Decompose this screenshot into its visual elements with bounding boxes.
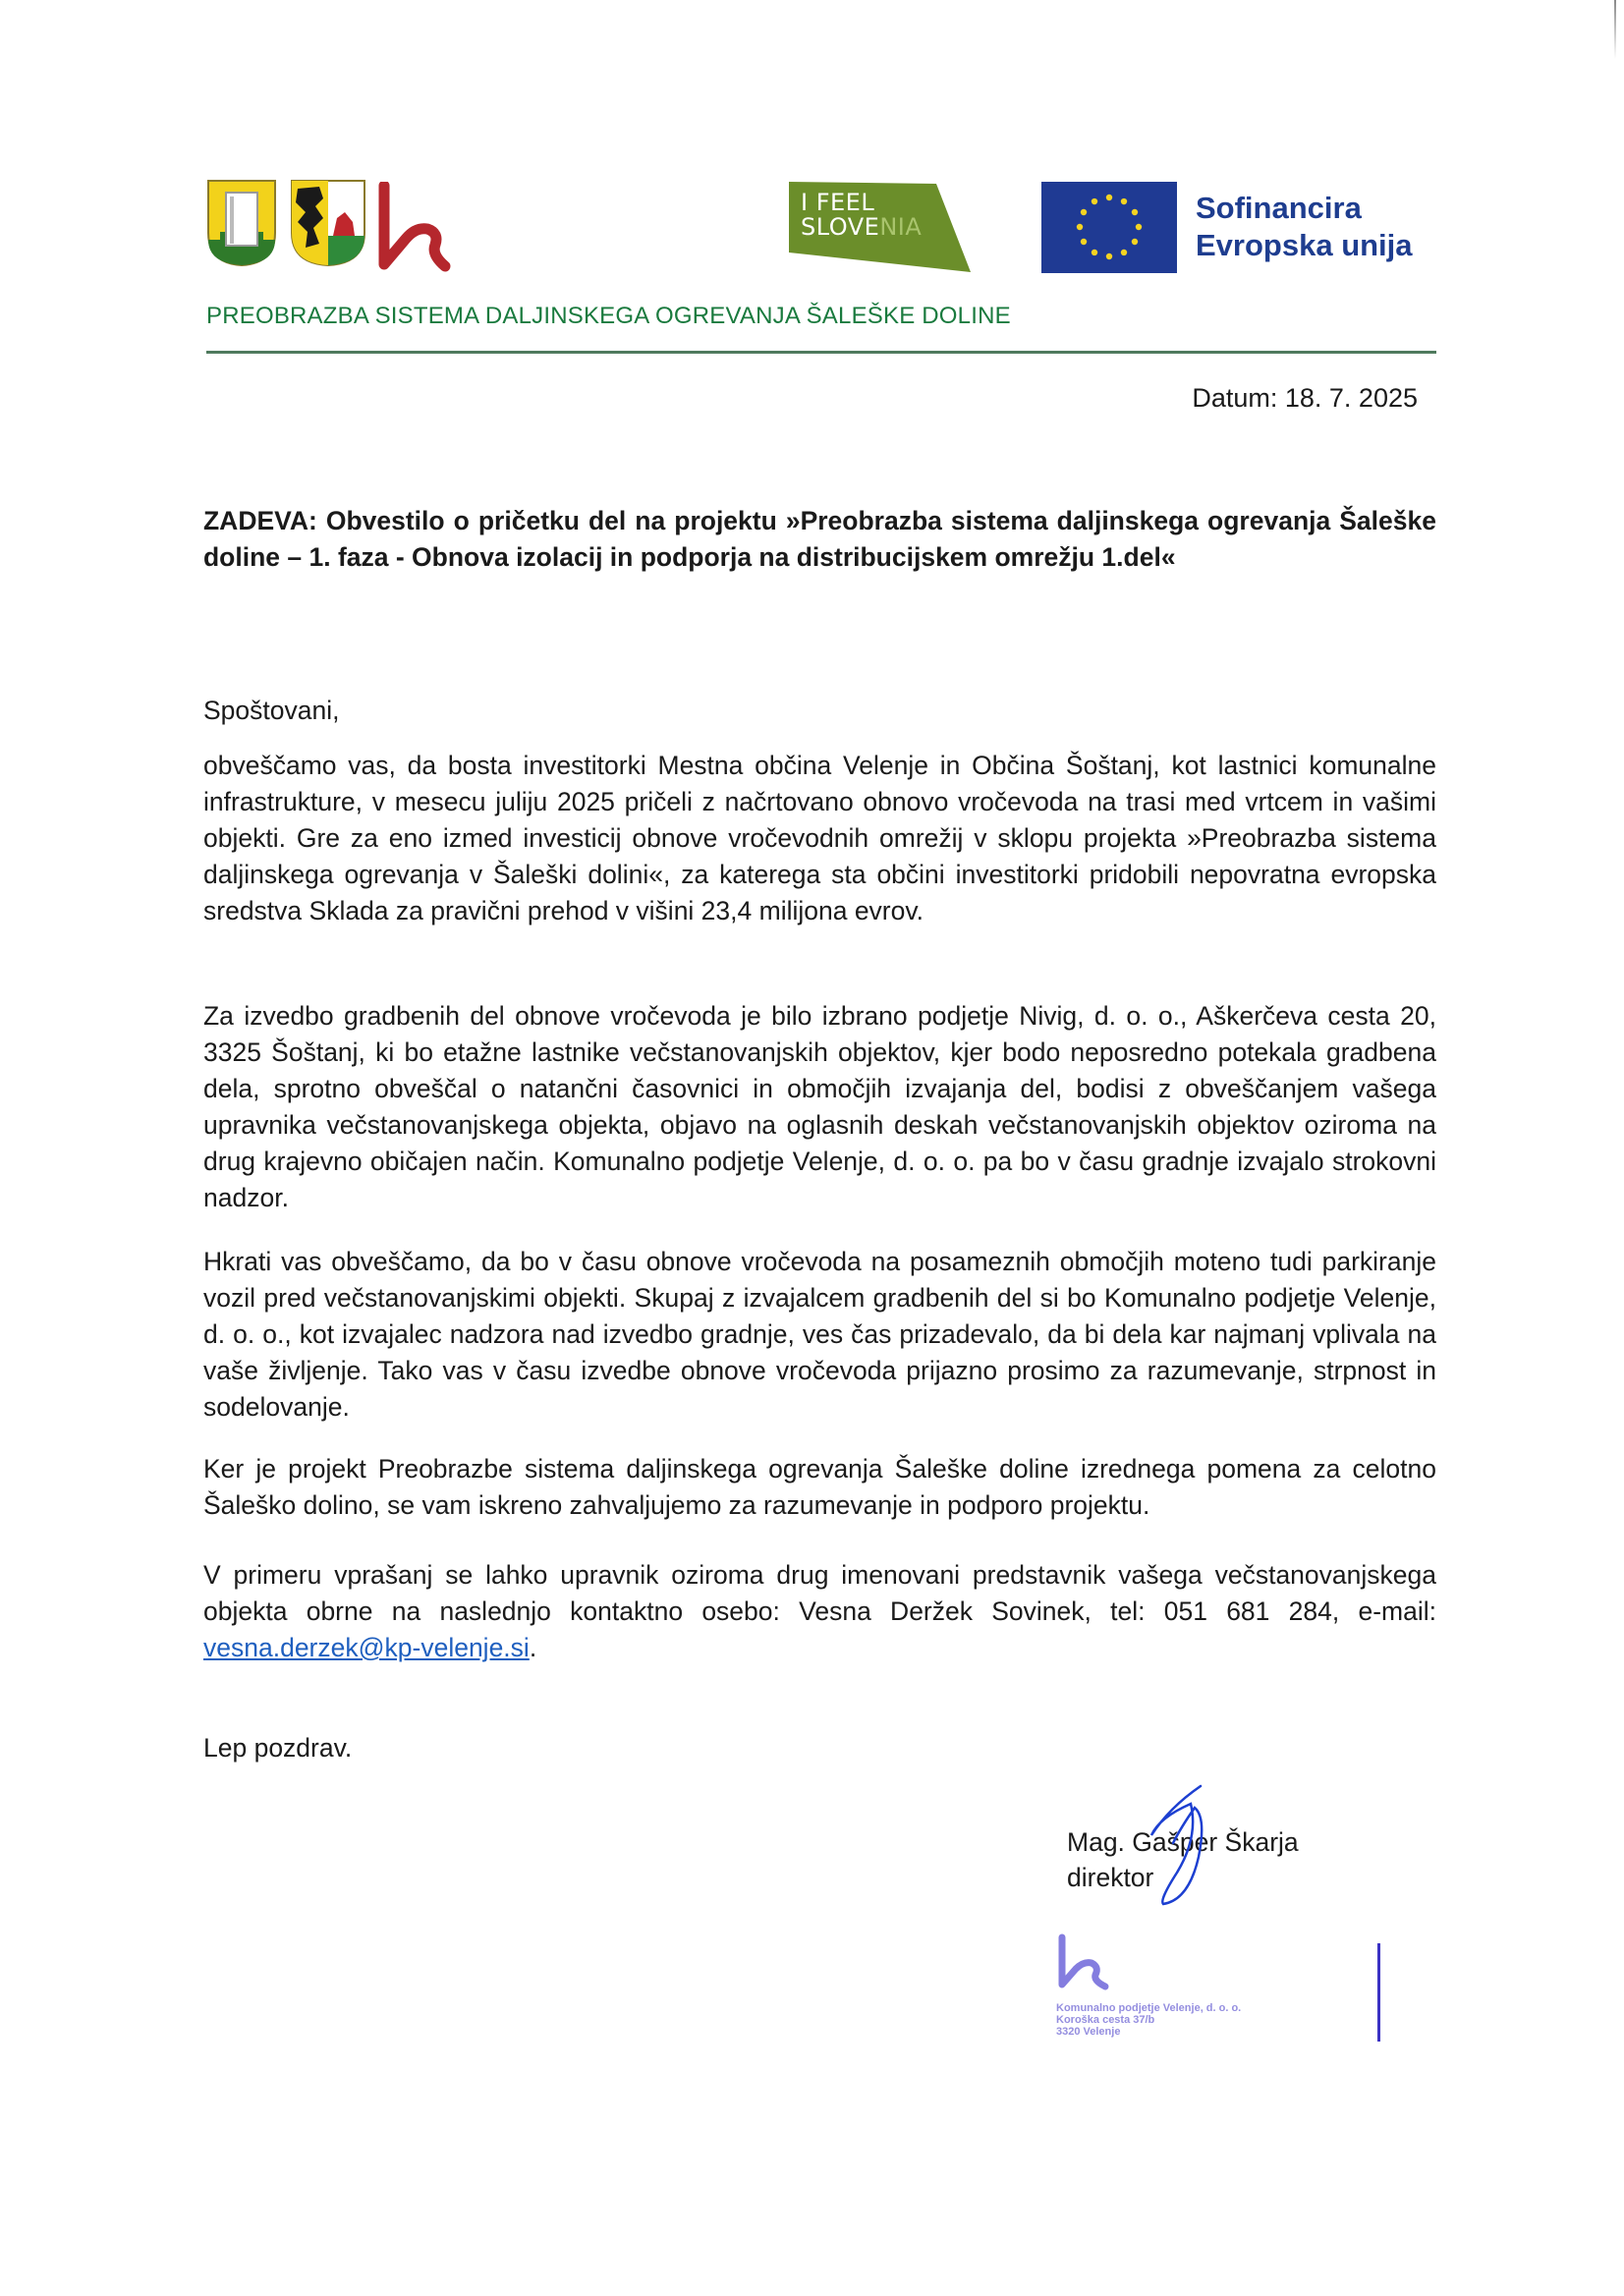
eu-star-icon	[1092, 250, 1097, 255]
eu-flag-icon	[1041, 182, 1177, 273]
eu-star-icon	[1121, 250, 1127, 255]
letter-subject: ZADEVA: Obvestilo o pričetku del na projektu »Preobrazba sistema daljinskega ogrevanja Šaleške doline – 1. faza - Obnova izolacij in podporja na distribucijskem omrežju 1.del«	[203, 506, 1436, 572]
letter-greeting: Spoštovani,	[203, 696, 340, 725]
stamp-line: Koroška cesta 37/b	[1056, 2014, 1155, 2026]
body-paragraph-4: Ker je projekt Preobrazbe sistema daljinskega ogrevanja Šaleške doline izrednega pomena za celotno Šaleško dolino, se vam iskreno zahvaljujemo za razumevanje in podporo projektu.	[203, 1454, 1436, 1520]
body-paragraph-2: Za izvedbo gradbenih del obnove vročevoda je bilo izbrano podjetje Nivig, d. o. o., Aškerčeva cesta 20, 3325 Šoštanj, ki bo etažne lastnike večstanovanjskih objektov, kjer bodo neposredno potekala gradbena dela, sprotno obveščal o natančni časovnici in območjih izvajanja del, bodisi z obveščanjem vašega upravnika večstanovanjskega objekta, objavo na oglasnih deskah večstanovanjskih objektov oziroma na drug krajevno običajen način. Komunalno podjetje Velenje, d. o. o. pa bo v času gradnje izvajalo strokovni nadzor.	[203, 1001, 1436, 1212]
stamp-line: 3320 Velenje	[1056, 2026, 1121, 2038]
letter-date: Datum: 18. 7. 2025	[1192, 383, 1418, 413]
eu-star-icon	[1092, 198, 1097, 204]
eu-line2: Evropska unija	[1196, 228, 1413, 262]
eu-star-icon	[1106, 195, 1112, 200]
eu-star-icon	[1121, 198, 1127, 204]
handwritten-signature-icon	[1130, 1778, 1238, 1916]
eu-star-icon	[1132, 209, 1138, 215]
ifs-line2	[801, 214, 922, 240]
company-stamp	[1056, 1933, 1410, 2051]
page-edge-shadow	[1614, 0, 1616, 59]
eu-cofinancing-label	[1196, 190, 1413, 264]
signatory-name: Mag. Gašper Škarja	[1067, 1827, 1299, 1857]
velenje-coat-of-arms-icon	[206, 179, 277, 267]
ifs-line2-main: SLOVE	[801, 213, 880, 241]
project-title: PREOBRAZBA SISTEMA DALJINSKEGA OGREVANJA ŠALEŠKE DOLINE	[206, 303, 1011, 329]
eu-star-icon	[1081, 239, 1087, 245]
eu-star-icon	[1132, 239, 1138, 245]
contact-paragraph	[203, 1557, 1436, 1666]
stamp-signature-mark	[1377, 1943, 1380, 2042]
contact-text: V primeru vprašanj se lahko upravnik oziroma drug imenovani predstavnik vašega večstanovanjskega objekta obrne na naslednjo kontaktno osebo: Vesna Deržek Sovinek, tel: 051 681 284, e-mail:	[203, 1560, 1436, 1626]
ifs-line2-faded: NIA	[879, 213, 923, 241]
eu-star-icon	[1077, 224, 1083, 230]
i-feel-slovenia-logo	[789, 182, 971, 272]
contact-email-link[interactable]: vesna.derzek@kp-velenje.si	[203, 1633, 530, 1662]
sostanj-coat-of-arms-icon	[290, 179, 366, 267]
header-divider	[206, 351, 1436, 354]
stamp-text	[1056, 2002, 1241, 2038]
kp-velenje-logo-icon	[376, 182, 455, 272]
ifs-line1: I FEEL	[801, 189, 875, 216]
body-paragraph-3: Hkrati vas obveščamo, da bo v času obnove vročevoda na posameznih območjih moteno tudi parkiranje vozil pred večstanovanjskimi objekti. Skupaj z izvajalcem gradbenih del si bo Komunalno podjetje Velenje, d. o. o., kot izvajalec nadzora nad izvedbo gradnje, ves čas prizadevalo, da bi dela kar najmanj vplivala na vaše življenje. Tako vas v času izvedbe obnove vročevoda prijazno prosimo za razumevanje, strpnost in sodelovanje.	[203, 1247, 1436, 1422]
contact-text-end: .	[529, 1633, 537, 1662]
eu-star-icon	[1106, 253, 1112, 259]
signatory-title: direktor	[1067, 1863, 1154, 1892]
eu-line1: Sofinancira	[1196, 191, 1362, 225]
eu-star-icon	[1136, 224, 1142, 230]
stamp-line: Komunalno podjetje Velenje, d. o. o.	[1056, 2002, 1242, 2014]
body-paragraph-1: obveščamo vas, da bosta investitorki Mestna občina Velenje in Občina Šoštanj, kot lastnici komunalne infrastrukture, v mesecu juliju 2025 pričeli z načrtovano obnovo vročevoda na trasi med vrtcem in vašimi objekti. Gre za eno izmed investicij obnove vročevodnih omrežij v sklopu projekta »Preobrazba sistema daljinskega ogrevanja v Šaleški dolini«, za katerega sta občini investitorki pridobili nepovratna evropska sredstva Sklada za pravični prehod v višini 23,4 milijona evrov.	[203, 751, 1436, 925]
stamp-logo-icon	[1056, 1933, 1125, 1992]
eu-star-icon	[1081, 209, 1087, 215]
letter-closing: Lep pozdrav.	[203, 1733, 353, 1763]
